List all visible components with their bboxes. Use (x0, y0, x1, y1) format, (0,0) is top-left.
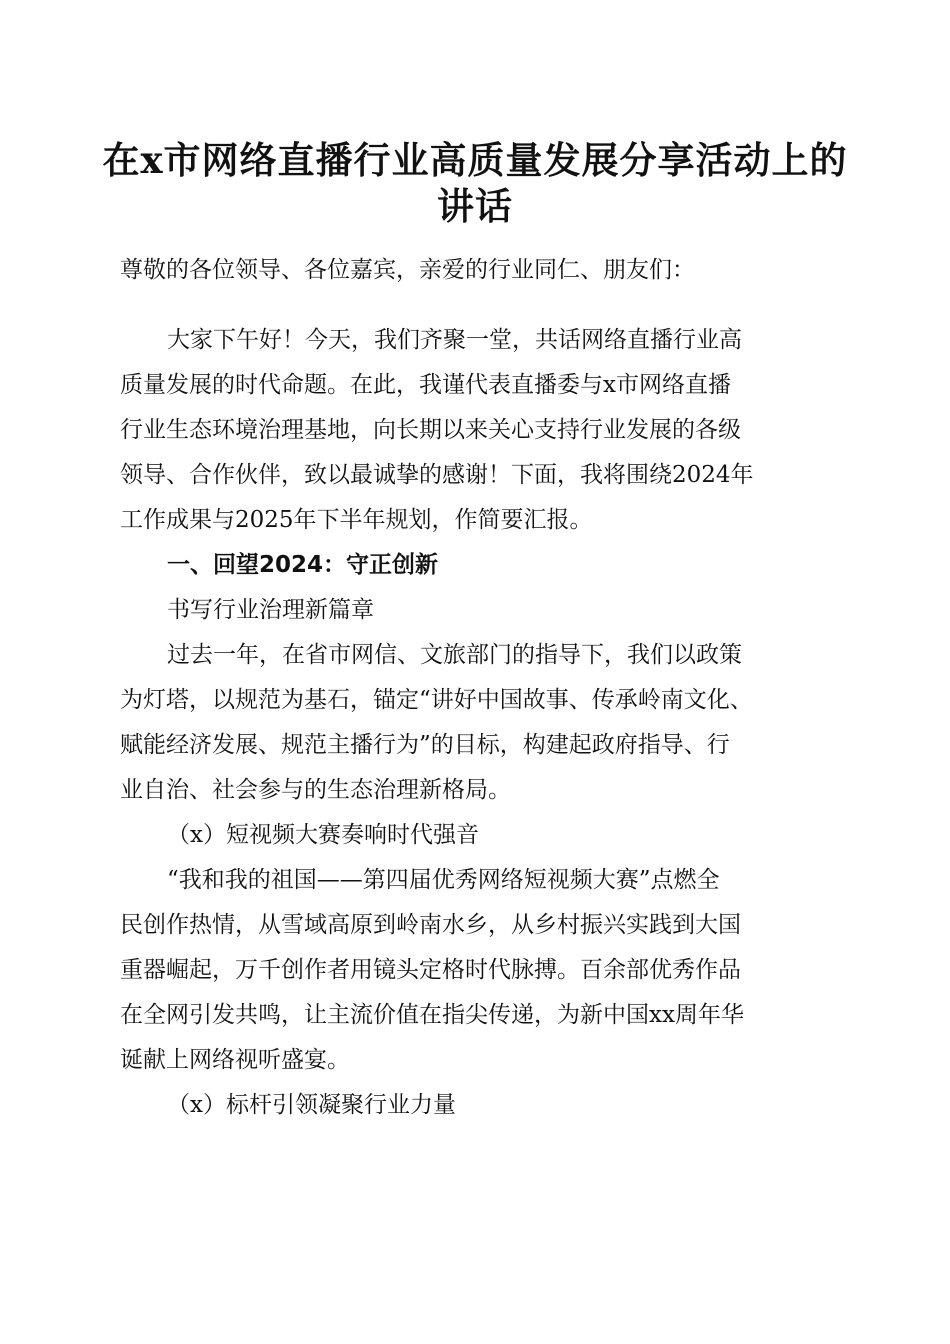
document-title-line-1: 在x市网络直播行业高质量发展分享活动上的 (102, 138, 848, 182)
intro-line-4: 领导、合作伙伴，致以最诚挚的感谢！下面，我将围绕2024年 (120, 462, 754, 488)
subsection-1-para-line-5: 诞献上网络视听盛宴。 (120, 1047, 350, 1073)
document-title-line-2: 讲话 (437, 184, 513, 228)
section-1-heading: 一、回望2024：守正创新 (167, 552, 439, 578)
subsection-1-para-line-3: 重器崛起，万千创作者用镜头定格时代脉搏。百余部优秀作品 (120, 957, 741, 983)
intro-line-1: 大家下午好！今天，我们齐聚一堂，共话网络直播行业高 (167, 327, 742, 353)
section-1-subtitle: 书写行业治理新篇章 (167, 597, 374, 623)
salutation: 尊敬的各位领导、各位嘉宾，亲爱的行业同仁、朋友们： (120, 257, 695, 283)
section-1-para-line-2: 为灯塔，以规范为基石，锚定“讲好中国故事、传承岭南文化、 (120, 687, 753, 713)
intro-line-2: 质量发展的时代命题。在此，我谨代表直播委与x市网络直播 (120, 372, 731, 398)
section-1-para-line-4: 业自治、社会参与的生态治理新格局。 (120, 777, 511, 803)
subsection-2-heading: （x）标杆引领凝聚行业力量 (167, 1092, 456, 1118)
intro-line-5: 工作成果与2025年下半年规划，作简要汇报。 (120, 507, 593, 533)
subsection-1-heading: （x）短视频大赛奏响时代强音 (167, 822, 479, 848)
intro-line-3: 行业生态环境治理基地，向长期以来关心支持行业发展的各级 (120, 417, 741, 443)
subsection-1-para-line-4: 在全网引发共鸣，让主流价值在指尖传递，为新中国xx周年华 (120, 1002, 744, 1028)
subsection-1-para-line-1: “我和我的祖国——第四届优秀网络短视频大赛”点燃全 (167, 867, 720, 893)
section-1-para-line-1: 过去一年，在省市网信、文旅部门的指导下，我们以政策 (167, 642, 742, 668)
subsection-1-para-line-2: 民创作热情，从雪域高原到岭南水乡，从乡村振兴实践到大国 (120, 912, 741, 938)
section-1-para-line-3: 赋能经济发展、规范主播行为”的目标，构建起政府指导、行 (120, 732, 730, 758)
